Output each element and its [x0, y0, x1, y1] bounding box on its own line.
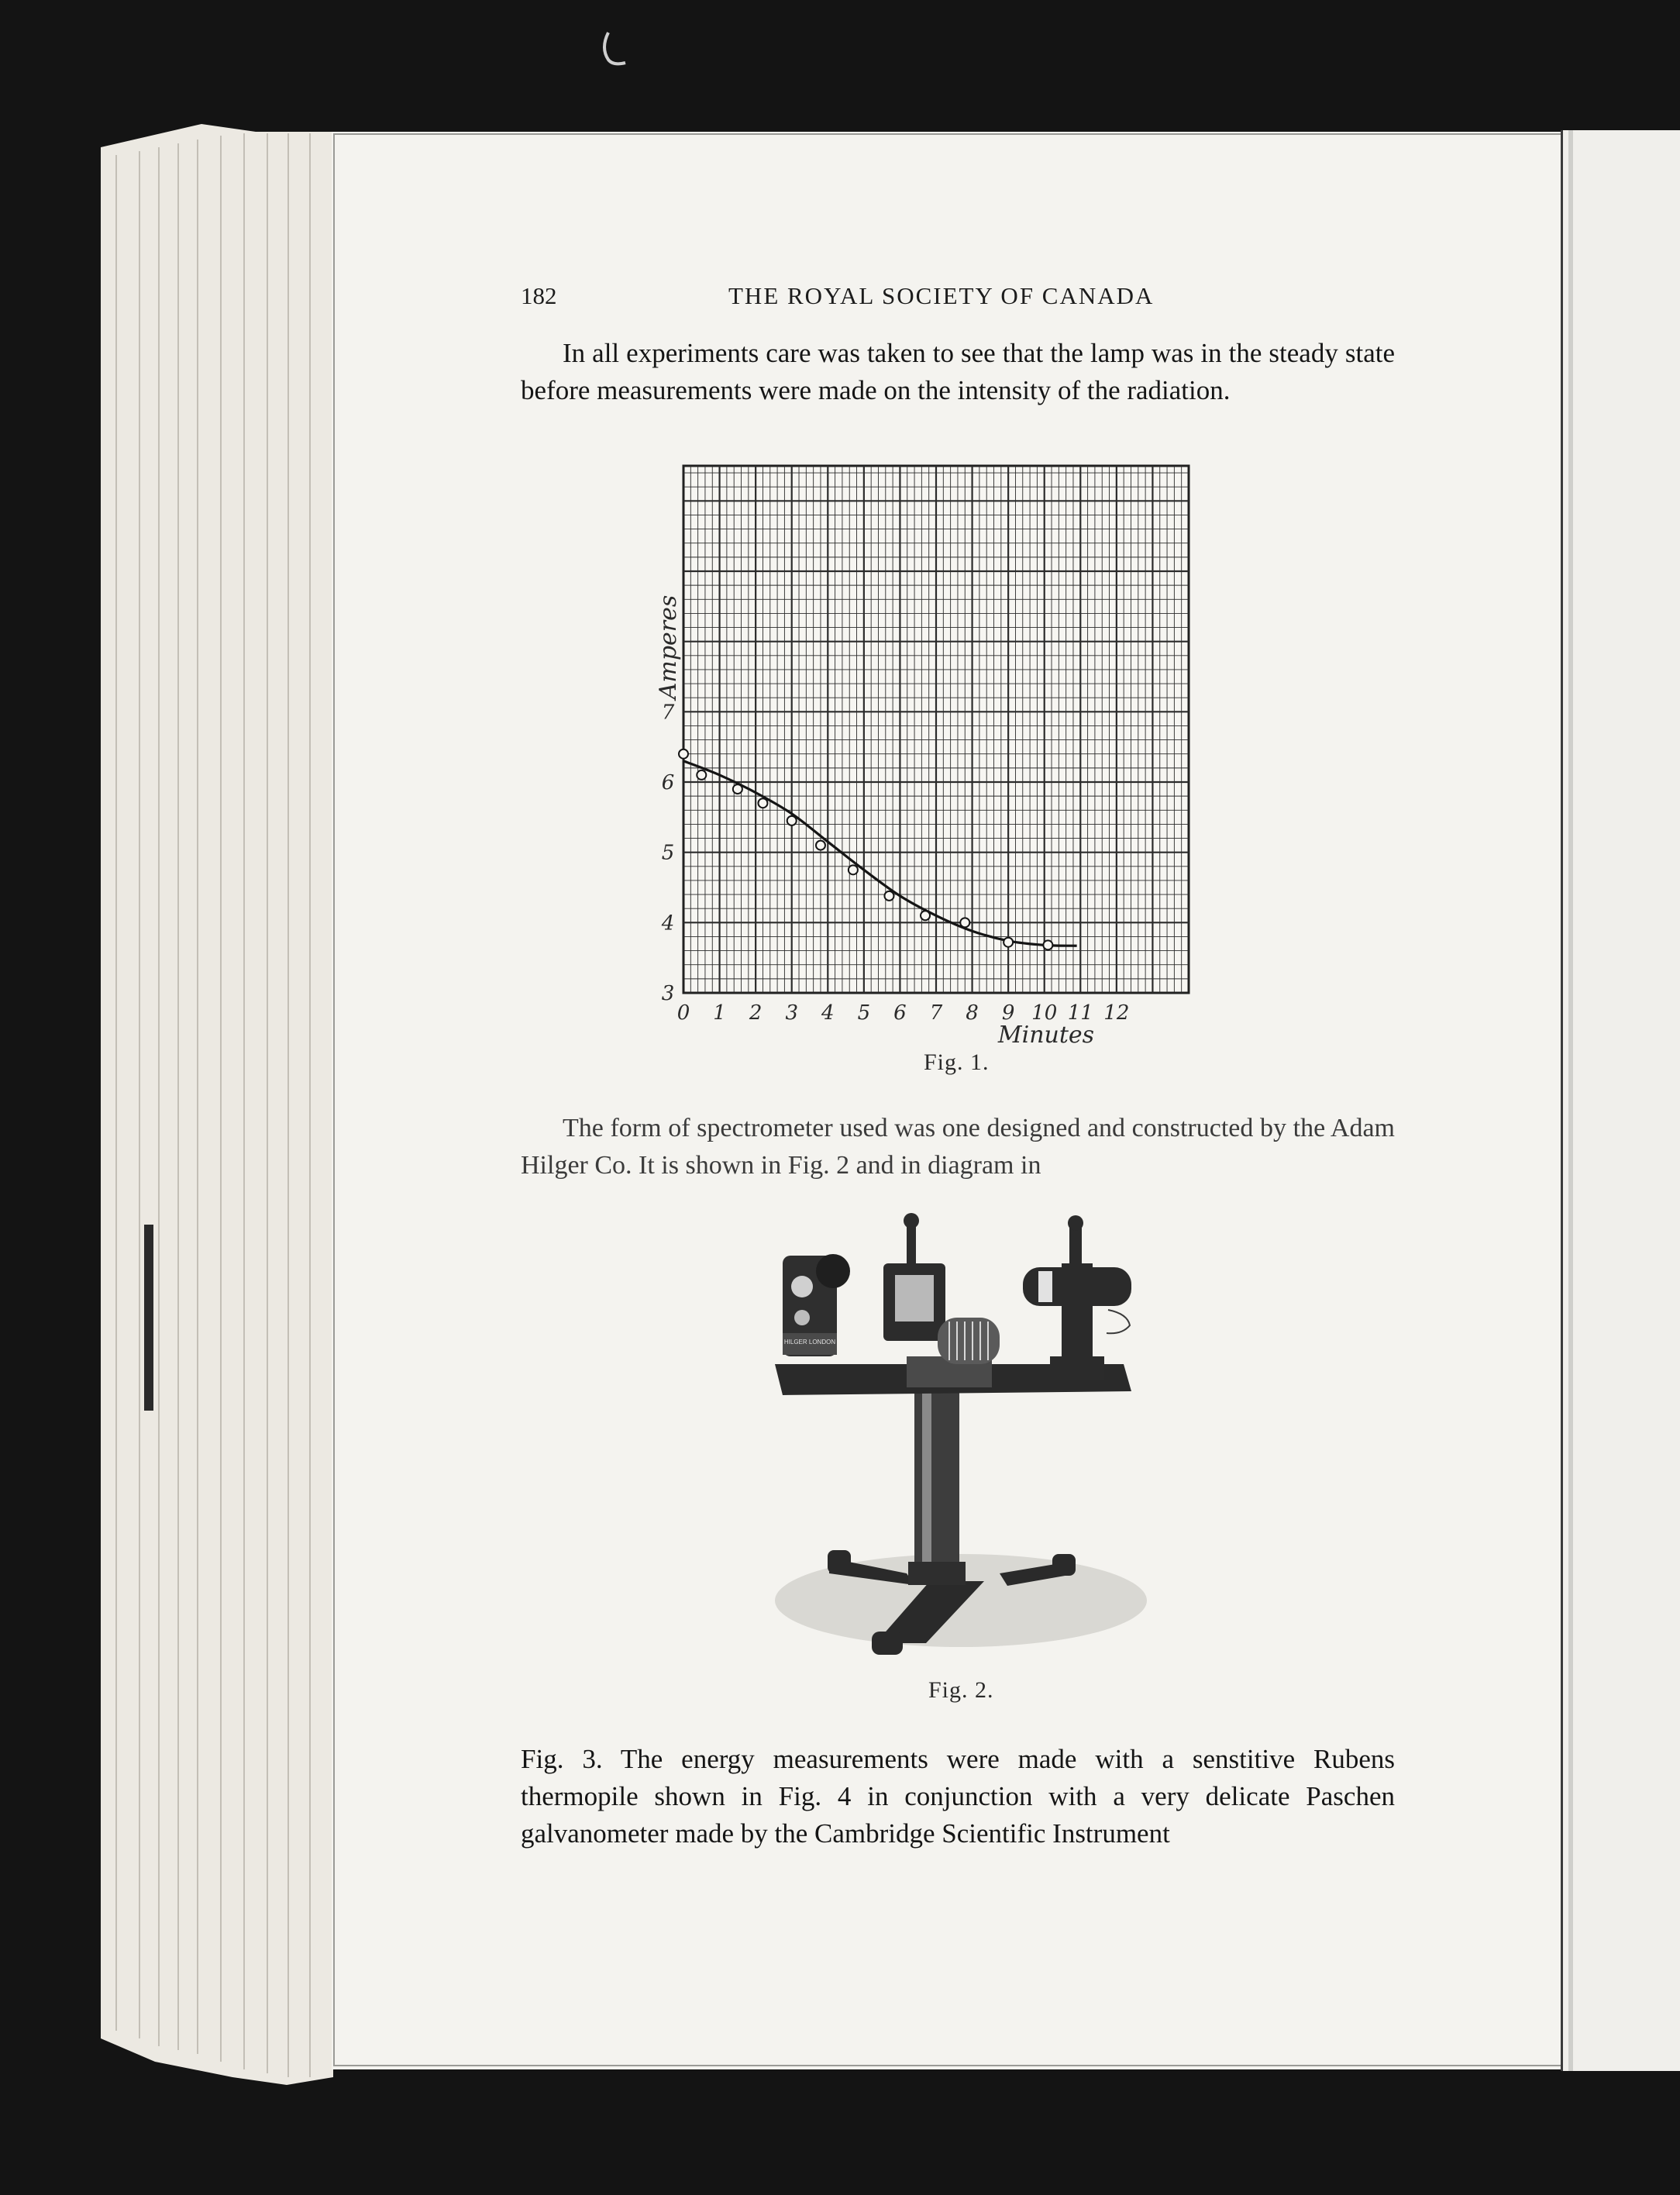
x-tick-label: 0	[676, 1001, 690, 1025]
data-point	[1043, 940, 1052, 949]
x-tick-label: 5	[857, 1001, 871, 1025]
data-point	[679, 749, 688, 759]
data-point	[849, 865, 858, 874]
fig2-maker-label: HILGER LONDON	[783, 1339, 836, 1346]
x-axis-title: Minutes	[997, 1022, 1095, 1049]
facing-page-edge	[1561, 130, 1680, 2071]
x-tick-label: 6	[893, 1001, 907, 1025]
x-tick-label: 3	[785, 1001, 798, 1025]
x-tick-label: 4	[821, 1001, 835, 1025]
fig2-pillar	[914, 1380, 959, 1581]
x-tick-label: 10	[1031, 1001, 1058, 1025]
x-tick-label: 1	[713, 1001, 726, 1025]
fig2-prism-housing	[883, 1213, 945, 1341]
x-tick-label: 12	[1103, 1001, 1130, 1025]
data-point	[1004, 938, 1013, 947]
x-tick-label: 11	[1067, 1001, 1093, 1025]
x-tick-label: 8	[966, 1001, 979, 1025]
data-point	[960, 918, 969, 927]
data-point	[787, 816, 797, 825]
y-tick-label: 7	[661, 701, 675, 725]
fig1-chart	[635, 461, 1209, 1058]
facing-page-shadow	[1568, 130, 1573, 2071]
data-point	[816, 841, 825, 850]
data-point	[921, 911, 930, 920]
y-tick-label: 6	[661, 771, 675, 794]
data-point	[884, 891, 893, 901]
paragraph-1: In all experiments care was taken to see that the lamp was in the steady state before measurements were made on the intensity of the radiation.	[521, 338, 1395, 405]
page-number: 182	[521, 282, 557, 309]
y-axis-title: Amperes	[655, 594, 682, 700]
x-tick-label: 9	[1001, 1001, 1015, 1025]
paragraph-2: The form of spectrometer used was one designed and constructed by the Adam Hilger Co. It is shown in Fig. 2 and in diagram in	[521, 1114, 1395, 1180]
y-tick-label: 3	[661, 982, 675, 1005]
y-tick-label: 4	[661, 911, 675, 936]
data-point	[758, 798, 767, 808]
x-tick-label: 2	[749, 1001, 763, 1025]
y-tick-label: 5	[661, 841, 675, 865]
paragraph-3: Fig. 3. The energy measurements were made with a senstitive Rubens thermopile shown in Fig. 4 in conjunction with a very delicate Paschen galvanometer made by the Cambridge Scientific Instrument	[521, 1744, 1395, 1849]
running-title: THE ROYAL SOCIETY OF CANADA	[728, 282, 1155, 309]
fig2-caption: Fig. 2.	[928, 1677, 994, 1703]
fig1-caption: Fig. 1.	[924, 1049, 990, 1075]
fig2-collimator	[783, 1254, 850, 1356]
x-tick-label: 7	[929, 1001, 943, 1025]
fig2-drum-scale	[938, 1318, 1000, 1364]
chart-grid	[683, 466, 1189, 993]
data-point	[733, 784, 742, 794]
fig2-telescope	[1023, 1215, 1131, 1380]
data-point	[697, 770, 706, 780]
fig2-spectrometer-illustration	[759, 1209, 1178, 1674]
